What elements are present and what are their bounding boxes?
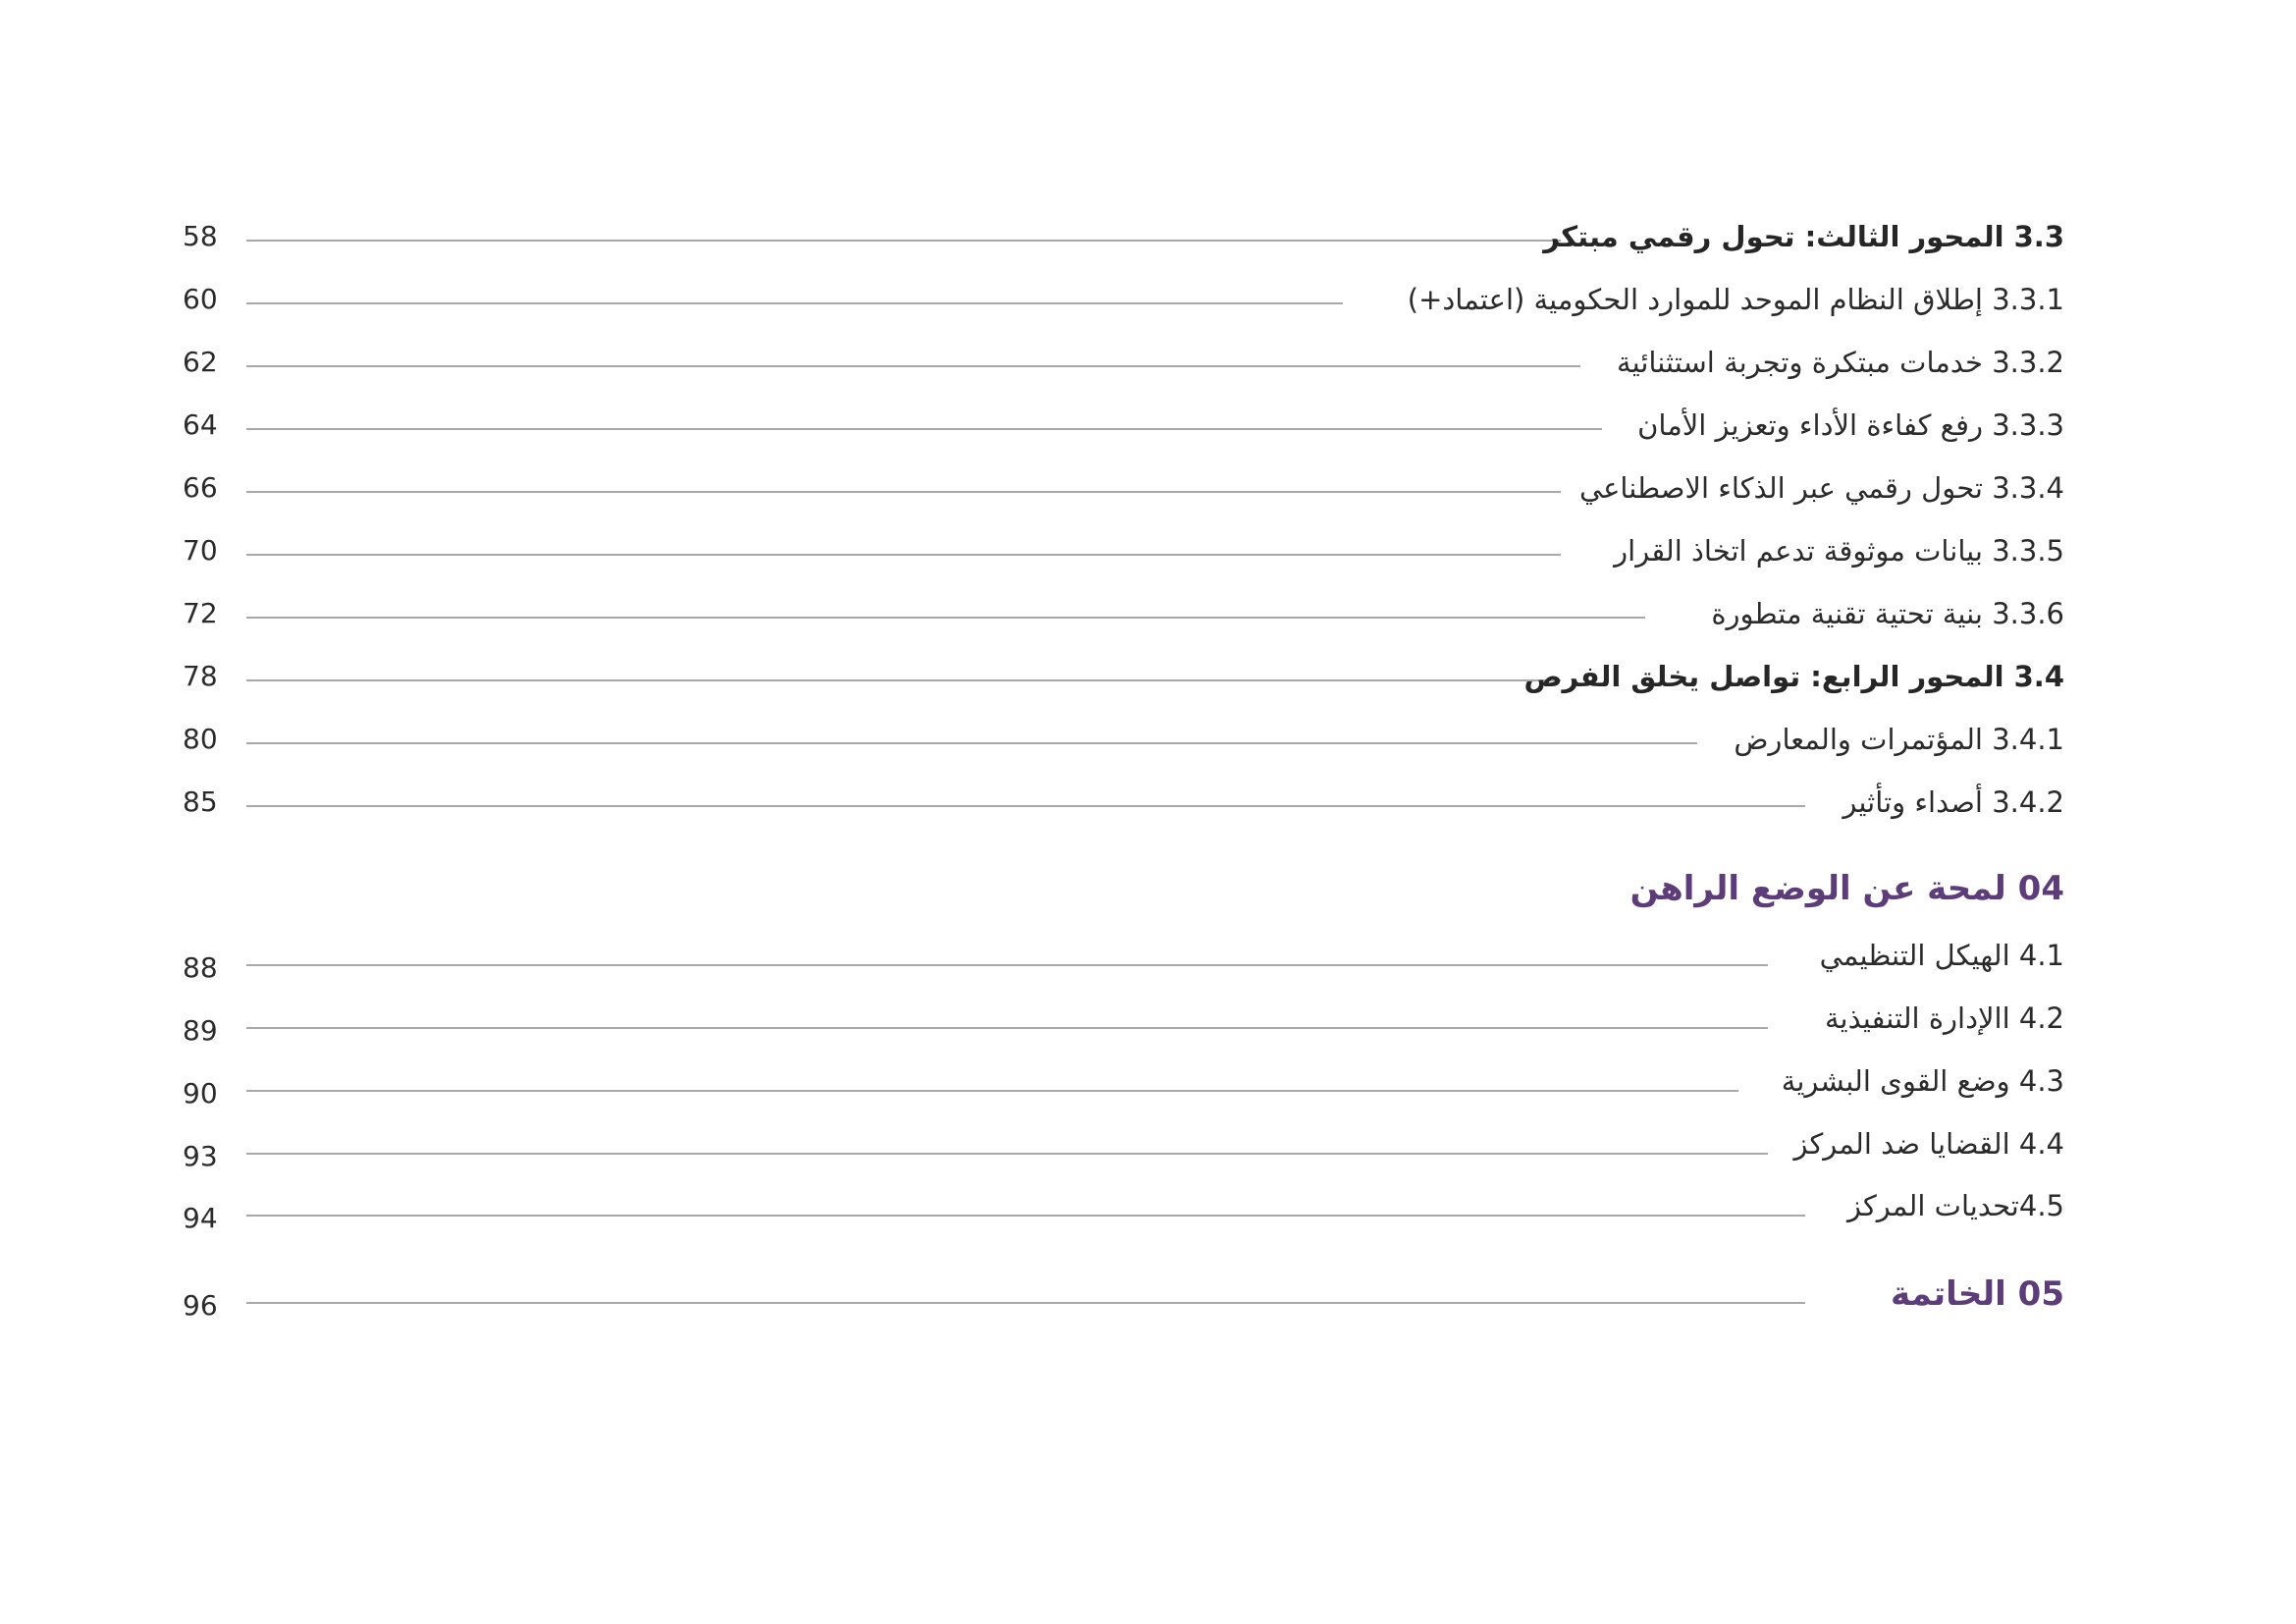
toc-entry-title: 3.4.2 أصداء وتأثير: [1842, 785, 2064, 819]
toc-page-number: 62: [183, 346, 218, 378]
toc-section-heading[interactable]: [0, 1265, 2296, 1324]
toc-leader-line: [246, 679, 1561, 681]
toc-leader-line: [246, 1153, 1768, 1155]
toc-page-number: 70: [183, 534, 218, 567]
toc-page-number: 90: [183, 1077, 218, 1110]
toc-entry-title: 3.3.6 بنية تحتية تقنية متطورة: [1711, 597, 2064, 630]
toc-leader-line: [246, 1302, 1805, 1304]
toc-entry[interactable]: [0, 396, 2296, 455]
toc-entry[interactable]: [0, 333, 2296, 392]
toc-entry[interactable]: [0, 1115, 2296, 1174]
toc-entry[interactable]: [0, 1177, 2296, 1236]
toc-page-number: 80: [183, 723, 218, 755]
toc-entry[interactable]: [0, 773, 2296, 832]
toc-page-number: 72: [183, 597, 218, 629]
toc-entry[interactable]: [0, 990, 2296, 1049]
toc-entry-title: 3.3.2 خدمات مبتكرة وتجربة استثنائية: [1617, 346, 2064, 379]
toc-page-number: 88: [183, 951, 218, 984]
toc-leader-line: [246, 491, 1561, 493]
toc-page-number: 96: [183, 1289, 218, 1322]
toc-section-heading[interactable]: [0, 859, 2296, 918]
toc-entry[interactable]: [0, 647, 2296, 706]
toc-entry-title: 4.4 القضايا ضد المركز: [1793, 1127, 2064, 1161]
toc-entry-title: 3.4.1 المؤتمرات والمعارض: [1734, 723, 2064, 756]
toc-entry-title: 3.4 المحور الرابع: تواصل يخلق الفرص: [1523, 660, 2064, 693]
section-heading-title: 04 لمحة عن الوضع الراهن: [1629, 869, 2064, 908]
toc-entry[interactable]: [0, 459, 2296, 517]
toc-entry-title: 3.3.5 بيانات موثوقة تدعم اتخاذ القرار: [1614, 534, 2064, 568]
toc-leader-line: [246, 1215, 1805, 1217]
toc-page-number: 85: [183, 785, 218, 818]
toc-entry-title: 3.3.4 تحول رقمي عبر الذكاء الاصطناعي: [1578, 471, 2064, 505]
toc-entry[interactable]: [0, 270, 2296, 329]
toc-page-number: 58: [183, 220, 218, 252]
toc-leader-line: [246, 365, 1580, 367]
toc-entry[interactable]: [0, 584, 2296, 643]
toc-page-number: 66: [183, 471, 218, 504]
toc-entry-title: 3.3 المحور الثالث: تحول رقمي مبتكر: [1543, 220, 2064, 253]
toc-leader-line: [246, 617, 1645, 619]
toc-leader-line: [246, 302, 1343, 304]
toc-entry[interactable]: [0, 521, 2296, 580]
toc-page-number: 78: [183, 660, 218, 692]
toc-page-number: 64: [183, 408, 218, 441]
toc-entry-title: 4.5تحديات المركز: [1846, 1189, 2064, 1222]
toc-entry-title: 3.3.1 إطلاق النظام الموحد للموارد الحكومية (اعتماد+): [1407, 283, 2064, 316]
toc-page-number: 89: [183, 1014, 218, 1047]
toc-leader-line: [246, 1090, 1738, 1092]
toc-entry[interactable]: [0, 927, 2296, 986]
toc-entry-title: 4.2 االإدارة التنفيذية: [1824, 1001, 2064, 1035]
toc-leader-line: [246, 428, 1602, 430]
toc-leader-line: [246, 805, 1805, 807]
toc-page-number: 60: [183, 283, 218, 315]
toc-leader-line: [246, 964, 1768, 966]
toc-leader-line: [246, 554, 1561, 556]
toc-entry-title: 3.3.3 رفع كفاءة الأداء وتعزيز الأمان: [1637, 408, 2064, 442]
toc-entry[interactable]: [0, 710, 2296, 769]
section-heading-title: 05 الخاتمة: [1890, 1274, 2064, 1314]
toc-page-number: 94: [183, 1202, 218, 1234]
toc-leader-line: [246, 1027, 1768, 1029]
toc-entry[interactable]: [0, 1053, 2296, 1111]
toc-entry[interactable]: [0, 207, 2296, 266]
toc-entry-title: 4.1 الهيكل التنظيمي: [1819, 939, 2064, 972]
toc-leader-line: [246, 742, 1697, 744]
toc-entry-title: 4.3 وضع القوى البشرية: [1781, 1064, 2064, 1098]
toc-leader-line: [246, 240, 1561, 242]
toc-page-number: 93: [183, 1140, 218, 1172]
